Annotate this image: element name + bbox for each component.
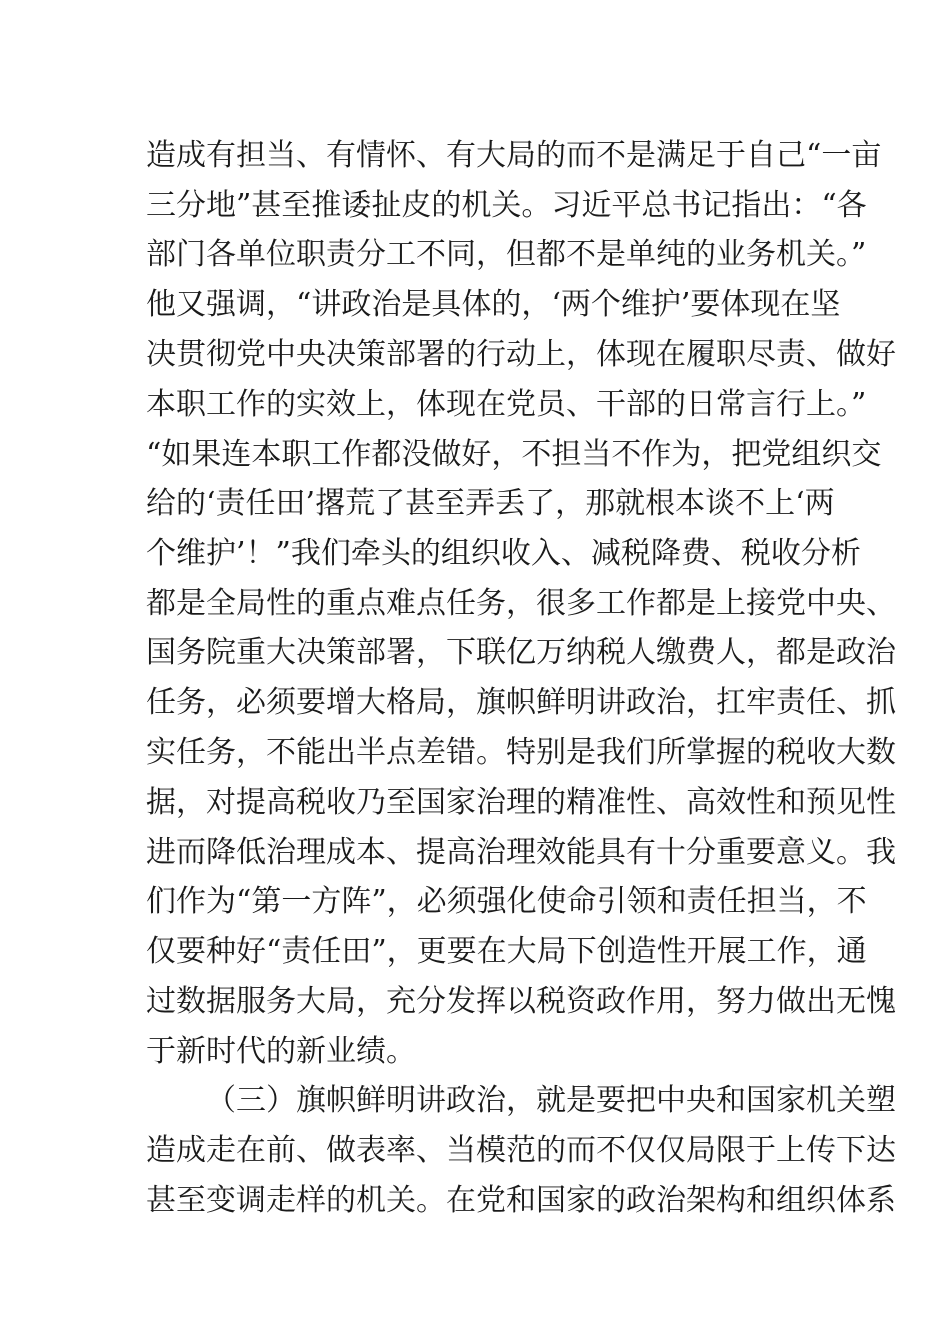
text-line: 于新时代的新业绩。 (146, 1034, 416, 1069)
text-line: 甚至变调走样的机关。在党和国家的政治架构和组织体系 (146, 1183, 896, 1218)
text-line: 部门各单位职责分工不同，但都不是单纯的业务机关。” (146, 237, 867, 272)
text-line: “如果连本职工作都没做好，不担当不作为，把党组织交 (146, 437, 882, 472)
text-line: 都是全局性的重点难点任务，很多工作都是上接党中央、 (146, 586, 896, 621)
text-line: 给的‘责任田’撂荒了甚至弄丢了，那就根本谈不上‘两 (146, 486, 835, 521)
text-line: 任务，必须要增大格局，旗帜鲜明讲政治，扛牢责任、抓 (146, 685, 896, 720)
text-line: 进而降低治理成本、提高治理效能具有十分重要意义。我 (146, 835, 896, 870)
text-line: 本职工作的实效上，体现在党员、干部的日常言行上。” (146, 387, 867, 422)
text-line: 他又强调，“讲政治是具体的，‘两个维护’要体现在坚 (146, 287, 841, 322)
text-line: 们作为“第一方阵”，必须强化使命引领和责任担当，不 (146, 884, 867, 919)
text-line: 国务院重大决策部署，下联亿万纳税人缴费人，都是政治 (146, 635, 896, 670)
text-line: 三分地”甚至推诿扯皮的机关。习近平总书记指出：“各 (146, 188, 867, 223)
text-line: 实任务，不能出半点差错。特别是我们所掌握的税收大数 (146, 735, 896, 770)
text-line: 造成走在前、做表率、当模范的而不仅仅局限于上传下达 (146, 1133, 896, 1168)
paragraph-first-line: （三）旗帜鲜明讲政治，就是要把中央和国家机关塑 (206, 1083, 896, 1118)
text-line: 造成有担当、有情怀、有大局的而不是满足于自己“一亩 (146, 138, 882, 173)
text-line: 决贯彻党中央决策部署的行动上，体现在履职尽责、做好 (146, 337, 896, 372)
text-line: 据，对提高税收乃至国家治理的精准性、高效性和预见性 (146, 785, 896, 820)
text-line: 个维护’！”我们牵头的组织收入、减税降费、税收分析 (146, 536, 861, 571)
text-line: 过数据服务大局，充分发挥以税资政作用，努力做出无愧 (146, 984, 896, 1019)
text-line: 仅要种好“责任田”，更要在大局下创造性开展工作，通 (146, 934, 867, 969)
